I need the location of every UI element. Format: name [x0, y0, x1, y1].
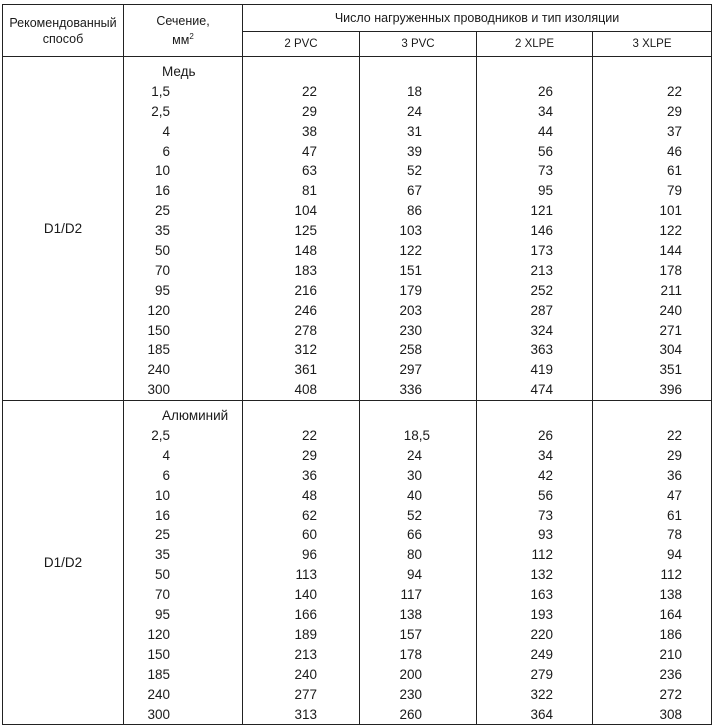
- value-cell: 121: [530, 203, 553, 219]
- value-cell: 101: [659, 203, 683, 219]
- section-size: 95: [154, 607, 170, 623]
- value-cell: 125: [294, 223, 317, 239]
- value-cell: 67: [406, 183, 422, 199]
- value-cell: 26: [537, 428, 553, 444]
- value-cell: 474: [530, 382, 553, 398]
- value-cell: 42: [537, 467, 553, 483]
- value-cell: 80: [406, 547, 422, 563]
- section-size: 2,5: [151, 428, 170, 444]
- material-label: Медь: [162, 64, 196, 79]
- value-cell: 179: [399, 282, 422, 298]
- value-cell: 132: [530, 567, 553, 583]
- value-cell: 48: [301, 487, 317, 503]
- section-size: 4: [162, 447, 170, 463]
- spacer-row: [243, 62, 359, 82]
- value-cell: 122: [399, 243, 422, 259]
- value-cell: 61: [667, 507, 683, 523]
- value-cell: 396: [659, 382, 683, 398]
- col-2xlpe-values: [477, 406, 592, 724]
- header-col-2pvc: 2 PVC: [243, 32, 360, 57]
- value-cell: 47: [667, 487, 683, 503]
- value-cell: 151: [399, 262, 422, 278]
- value-cell: 277: [294, 686, 317, 702]
- section-size: 185: [147, 666, 170, 682]
- section-size: 50: [154, 567, 170, 583]
- value-cell: 146: [530, 223, 553, 239]
- value-cell: 351: [659, 362, 683, 378]
- value-cell: 104: [294, 203, 317, 219]
- col-3pvc-values: [360, 406, 476, 724]
- value-cell: 186: [659, 626, 683, 642]
- value-cell: 36: [301, 467, 317, 483]
- value-cell: 260: [399, 706, 422, 722]
- value-cell: 203: [399, 302, 422, 318]
- section-size: 6: [162, 143, 170, 159]
- section-size: 150: [147, 322, 170, 338]
- value-cell: 29: [667, 447, 683, 463]
- section-size: 150: [147, 646, 170, 662]
- value-cell: 157: [399, 626, 422, 642]
- value-cell: 73: [537, 163, 553, 179]
- section-size: 70: [154, 587, 170, 603]
- value-cell: 220: [530, 626, 553, 642]
- value-cell: 140: [294, 587, 317, 603]
- spacer-row: [593, 62, 711, 82]
- value-cell: 40: [406, 487, 422, 503]
- section-size: 35: [154, 547, 170, 563]
- value-cell: 230: [399, 322, 422, 338]
- value-cell: 308: [659, 706, 683, 722]
- spacer-row: [593, 406, 711, 426]
- header-col-2xlpe: 2 XLPE: [477, 32, 593, 57]
- value-cell: 216: [294, 282, 317, 298]
- value-cell: 24: [406, 447, 422, 463]
- value-cell: 271: [659, 322, 683, 338]
- spacer-row: [360, 62, 476, 82]
- section-size: 185: [147, 342, 170, 358]
- col-2pvc-values: [243, 62, 359, 400]
- value-cell: 178: [659, 262, 683, 278]
- col-3pvc-values: [360, 62, 476, 400]
- section-size: 10: [154, 487, 170, 503]
- value-cell: 408: [294, 382, 317, 398]
- value-cell: 148: [294, 243, 317, 259]
- header-method-line1: Рекомендованный: [9, 15, 117, 30]
- value-cell: 361: [294, 362, 317, 378]
- value-cell: 31: [406, 123, 422, 139]
- spacer-row: [477, 62, 592, 82]
- material-label: Алюминий: [162, 408, 229, 424]
- section-size: 70: [154, 262, 170, 278]
- section-size: 2,5: [151, 103, 170, 119]
- section-size: 4: [162, 123, 170, 139]
- value-cell: 36: [667, 467, 683, 483]
- value-cell: 363: [530, 342, 553, 358]
- section-size: 120: [147, 302, 170, 318]
- value-cell: 78: [667, 527, 683, 543]
- value-cell: 22: [301, 83, 317, 99]
- value-cell: 29: [301, 447, 317, 463]
- header-col-3xlpe: 3 XLPE: [593, 32, 712, 57]
- value-cell: 22: [301, 428, 317, 444]
- spacer-row: [360, 406, 476, 426]
- value-cell: 30: [406, 467, 422, 483]
- section-size: 1,5: [151, 83, 170, 99]
- value-cell: 144: [659, 243, 683, 259]
- value-cell: 122: [659, 223, 683, 239]
- value-cell: 138: [659, 587, 683, 603]
- value-cell: 246: [294, 302, 317, 318]
- value-cell: 252: [530, 282, 553, 298]
- value-cell: 178: [399, 646, 422, 662]
- current-capacity-table: [2, 4, 712, 725]
- spacer-row: [243, 406, 359, 426]
- header-col-3pvc: 3 PVC: [360, 32, 477, 57]
- value-cell: 138: [399, 607, 422, 623]
- header-section-sup: 2: [189, 31, 194, 41]
- value-cell: 164: [659, 607, 683, 623]
- value-cell: 193: [530, 607, 553, 623]
- value-cell: 26: [537, 83, 553, 99]
- value-cell: 79: [667, 183, 683, 199]
- value-cell: 103: [399, 223, 422, 239]
- value-cell: 61: [667, 163, 683, 179]
- value-cell: 213: [294, 646, 317, 662]
- value-cell: 96: [301, 547, 317, 563]
- value-cell: 52: [406, 507, 422, 523]
- section-size: 16: [154, 507, 170, 523]
- value-cell: 189: [294, 626, 317, 642]
- value-cell: 37: [667, 123, 683, 139]
- value-cell: 24: [406, 103, 422, 119]
- header-section: [124, 5, 243, 57]
- value-cell: 364: [530, 706, 553, 722]
- value-cell: 304: [659, 342, 683, 358]
- value-cell: 313: [294, 706, 317, 722]
- value-cell: 113: [295, 567, 317, 583]
- section-column: [124, 406, 242, 724]
- value-cell: 183: [294, 262, 317, 278]
- value-cell: 34: [537, 447, 553, 463]
- value-cell: 249: [530, 646, 553, 662]
- value-cell: 39: [406, 143, 422, 159]
- block-method: D1/D2: [3, 401, 124, 725]
- value-cell: 173: [530, 243, 553, 259]
- value-cell: 18,5: [403, 428, 430, 444]
- value-cell: 117: [400, 587, 422, 603]
- section-column: [124, 62, 242, 400]
- value-cell: 63: [301, 163, 317, 179]
- value-cell: 230: [399, 686, 422, 702]
- value-cell: 210: [659, 646, 683, 662]
- block-copper: [3, 57, 712, 401]
- col-3xlpe-values: [593, 406, 711, 724]
- value-cell: 73: [537, 507, 553, 523]
- value-cell: 66: [406, 527, 422, 543]
- value-cell: 29: [301, 103, 317, 119]
- header-section-line1: Сечение,: [156, 13, 210, 28]
- col-3xlpe-values: [593, 62, 711, 400]
- value-cell: 95: [537, 183, 553, 199]
- col-2pvc-values: [243, 406, 359, 724]
- section-size: 25: [154, 203, 170, 219]
- col-2xlpe-values: [477, 62, 592, 400]
- value-cell: 112: [531, 547, 553, 563]
- value-cell: 312: [294, 342, 317, 358]
- value-cell: 62: [301, 507, 317, 523]
- header-method: [3, 5, 124, 57]
- value-cell: 46: [667, 143, 683, 159]
- value-cell: 211: [660, 282, 683, 298]
- value-cell: 94: [667, 547, 683, 563]
- value-cell: 240: [294, 666, 317, 682]
- header-method-line2: способ: [42, 31, 84, 46]
- value-cell: 81: [301, 183, 317, 199]
- section-size: 240: [147, 686, 170, 702]
- value-cell: 322: [530, 686, 553, 702]
- block-aluminium: [3, 401, 712, 725]
- section-size: 6: [162, 467, 170, 483]
- value-cell: 297: [399, 362, 422, 378]
- value-cell: 324: [530, 322, 553, 338]
- section-size: 50: [154, 243, 170, 259]
- section-size: 120: [147, 626, 170, 642]
- value-cell: 236: [659, 666, 683, 682]
- value-cell: 240: [659, 302, 683, 318]
- value-cell: 22: [667, 83, 683, 99]
- value-cell: 56: [537, 487, 553, 503]
- value-cell: 38: [301, 123, 317, 139]
- value-cell: 18: [406, 83, 422, 99]
- value-cell: 287: [530, 302, 553, 318]
- spacer-row: [477, 406, 592, 426]
- value-cell: 272: [659, 686, 683, 702]
- section-size: 300: [147, 382, 170, 398]
- value-cell: 279: [530, 666, 553, 682]
- value-cell: 166: [294, 607, 317, 623]
- value-cell: 86: [406, 203, 422, 219]
- header-section-unit: мм: [172, 33, 190, 48]
- value-cell: 278: [294, 322, 317, 338]
- value-cell: 258: [399, 342, 422, 358]
- value-cell: 60: [301, 527, 317, 543]
- block-method: D1/D2: [3, 57, 124, 401]
- value-cell: 94: [406, 567, 422, 583]
- value-cell: 29: [667, 103, 683, 119]
- value-cell: 112: [660, 567, 683, 583]
- value-cell: 44: [537, 123, 553, 139]
- section-size: 35: [154, 223, 170, 239]
- section-size: 16: [154, 183, 170, 199]
- value-cell: 213: [530, 262, 553, 278]
- value-cell: 34: [537, 103, 553, 119]
- header-group: Число нагруженных проводников и тип изоляции: [243, 5, 712, 32]
- value-cell: 336: [399, 382, 422, 398]
- value-cell: 22: [667, 428, 683, 444]
- section-size: 25: [154, 527, 170, 543]
- section-size: 300: [147, 706, 170, 722]
- value-cell: 93: [537, 527, 553, 543]
- section-size: 95: [154, 282, 170, 298]
- section-size: 240: [147, 362, 170, 378]
- value-cell: 56: [537, 143, 553, 159]
- value-cell: 200: [399, 666, 422, 682]
- value-cell: 163: [530, 587, 553, 603]
- value-cell: 52: [406, 163, 422, 179]
- value-cell: 47: [301, 143, 317, 159]
- section-size: 10: [154, 163, 170, 179]
- value-cell: 419: [530, 362, 553, 378]
